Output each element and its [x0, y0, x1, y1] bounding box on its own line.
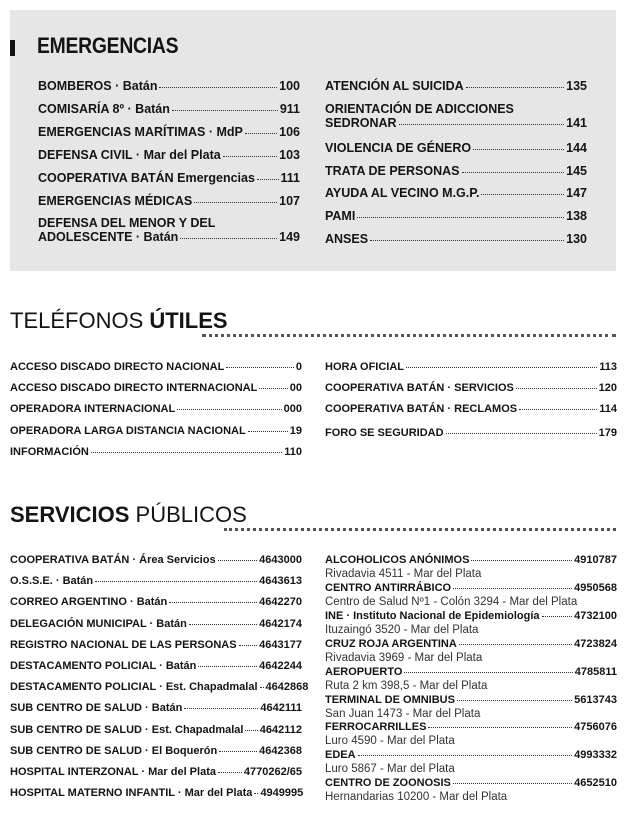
entry-label: EMERGENCIAS MÉDICAS — [38, 194, 193, 208]
dot-leader — [473, 149, 564, 150]
dot-leader — [257, 179, 279, 180]
phone-number: 107 — [279, 194, 300, 208]
entry-label: TERMINAL DE OMNIBUS — [325, 693, 455, 706]
dot-leader — [466, 87, 564, 88]
dot-leader — [177, 409, 281, 410]
phone-number: 4642174 — [259, 617, 302, 630]
dot-leader — [254, 793, 258, 794]
directory-entry — [10, 639, 302, 651]
directory-entry — [10, 681, 309, 694]
dot-leader — [358, 755, 573, 756]
entry-label: SUB CENTRO DE SALUD · El Boquerón — [10, 744, 218, 757]
telefonos-title-bold: ÚTILES — [149, 308, 228, 333]
servicios-title-bold: SERVICIOS — [10, 502, 136, 527]
entry-label: ANSES — [325, 232, 369, 246]
entry-label: SUB CENTRO DE SALUD · Batán — [10, 702, 183, 715]
dot-leader — [446, 433, 597, 434]
dot-leader — [219, 751, 257, 752]
dot-leader — [399, 124, 565, 125]
dot-leader — [357, 217, 564, 218]
directory-entry — [325, 141, 587, 155]
phone-number: 138 — [566, 209, 587, 223]
entry-label-continued: SEDRONAR — [325, 116, 397, 130]
entry-address: Rivadavia 3969 - Mar del Plata — [325, 651, 483, 664]
directory-entry — [10, 745, 302, 757]
phone-number: 4643613 — [259, 575, 302, 588]
dot-leader — [245, 730, 257, 731]
dot-leader — [248, 431, 288, 432]
directory-entry — [325, 777, 617, 789]
dot-leader — [459, 644, 572, 645]
entry-label: BOMBEROS · Batán — [38, 79, 158, 93]
telefonos-title-light: TELÉFONOS — [10, 308, 150, 333]
dot-leader — [406, 367, 597, 368]
phone-number: 145 — [566, 164, 587, 178]
dot-leader — [180, 238, 277, 239]
dot-leader — [428, 727, 572, 728]
directory-entry — [325, 638, 617, 650]
directory-entry — [325, 164, 587, 178]
directory-entry — [325, 102, 587, 130]
entry-address: Rivadavia 4511 - Mar del Plata — [325, 568, 482, 580]
dot-leader — [198, 666, 257, 667]
entry-address: Luro 4590 - Mar del Plata — [325, 735, 455, 748]
directory-entry — [38, 125, 300, 139]
dot-leader — [404, 672, 572, 673]
phone-number: 110 — [284, 446, 302, 458]
entry-label: SUB CENTRO DE SALUD · Est. Chapadmalal — [10, 723, 244, 736]
dot-leader — [169, 602, 257, 603]
dot-leader — [481, 194, 564, 195]
directory-entry — [325, 749, 617, 761]
dot-leader — [189, 624, 257, 625]
phone-number: 114 — [599, 403, 617, 415]
phone-number: 4643000 — [259, 554, 302, 566]
entry-label: AEROPUERTO — [325, 665, 403, 678]
dot-leader — [172, 110, 278, 111]
phone-number: 141 — [566, 116, 587, 130]
phone-number: 120 — [598, 382, 617, 394]
dot-leader — [462, 172, 565, 173]
directory-entry — [10, 596, 302, 608]
entry-label-continued: ADOLESCENTE · Batán — [38, 230, 179, 244]
directory-entry — [10, 575, 302, 587]
dot-leader — [453, 783, 572, 784]
entry-label: REGISTRO NACIONAL DE LAS PERSONAS — [10, 638, 237, 651]
directory-entry — [325, 209, 587, 223]
phone-number: 4770262/65 — [243, 766, 302, 778]
entry-label: FORO SE SEGURIDAD — [325, 427, 444, 439]
directory-entry — [10, 702, 302, 714]
phone-number: 4732100 — [574, 609, 617, 622]
directory-entry — [325, 610, 617, 622]
phone-number: 4642368 — [259, 744, 302, 757]
directory-entry — [325, 554, 617, 566]
dot-leader — [194, 202, 277, 203]
phone-number: 106 — [279, 125, 300, 139]
entry-address: San Juan 1473 - Mar del Plata — [325, 707, 481, 720]
phone-number: 4642111 — [260, 702, 302, 715]
entry-label: OPERADORA LARGA DISTANCIA NACIONAL — [10, 425, 246, 437]
phone-number: 4756076 — [574, 721, 617, 734]
dot-leader — [218, 772, 242, 773]
phone-number: 100 — [279, 79, 300, 93]
directory-entry — [10, 425, 302, 437]
dot-leader — [218, 560, 258, 561]
entry-address: Hernandarias 10200 - Mar del Plata — [325, 791, 508, 804]
entry-address: Centro de Salud Nº1 - Colón 3294 - Mar del Plata — [325, 595, 578, 608]
phone-number: 4642244 — [259, 660, 302, 672]
dot-leader — [223, 156, 277, 157]
phone-number: 135 — [566, 79, 587, 93]
directory-entry — [38, 79, 300, 93]
phone-number: 4642112 — [259, 723, 302, 736]
dot-leader — [457, 700, 572, 701]
directory-entry — [325, 186, 587, 200]
entry-label: OPERADORA INTERNACIONAL — [10, 403, 176, 415]
directory-entry — [10, 766, 302, 778]
phone-number: 911 — [279, 102, 300, 116]
directory-entry — [325, 721, 617, 733]
directory-entry — [10, 554, 302, 566]
directory-entry — [325, 582, 617, 594]
directory-entry — [325, 232, 587, 246]
dot-leader — [184, 708, 258, 709]
dot-leader — [519, 409, 597, 410]
directory-entry — [38, 216, 300, 244]
phone-number: 144 — [566, 141, 587, 155]
entry-label: EDEA — [325, 749, 356, 762]
dot-leader — [471, 560, 572, 561]
dot-leader — [259, 388, 287, 389]
dot-leader — [245, 133, 277, 134]
entry-label: HORA OFICIAL — [325, 361, 405, 373]
entry-address: Luro 5867 - Mar del Plata — [325, 763, 455, 776]
directory-entry — [325, 403, 617, 415]
dot-leader — [91, 452, 282, 453]
phone-number: 4642270 — [259, 596, 302, 609]
directory-entry — [10, 403, 302, 415]
phone-number: 4643177 — [259, 638, 302, 651]
directory-entry — [325, 694, 617, 706]
directory-entry — [325, 79, 587, 93]
phone-number: 4910787 — [574, 554, 617, 566]
dot-leader — [95, 581, 257, 582]
section-divider — [224, 528, 616, 531]
entry-address: Ruta 2 km 398,5 - Mar del Plata — [325, 679, 488, 692]
directory-entry — [325, 382, 617, 394]
entry-label: CENTRO DE ZOONOSIS — [325, 777, 451, 790]
entry-label: CORREO ARGENTINO · Batán — [10, 596, 168, 609]
directory-entry — [10, 361, 302, 373]
entry-label: VIOLENCIA DE GÉNERO — [325, 141, 472, 155]
directory-entry — [38, 102, 300, 116]
dot-leader — [260, 687, 264, 688]
entry-label: ALCOHOLICOS ANÓNIMOS — [325, 554, 470, 566]
entry-label: ACCESO DISCADO DIRECTO NACIONAL — [10, 361, 225, 373]
directory-entry — [10, 660, 302, 672]
entry-label: O.S.S.E. · Batán — [10, 575, 94, 588]
directory-entry — [38, 194, 300, 208]
phone-number: 4723824 — [574, 637, 617, 650]
section-divider — [202, 334, 616, 337]
servicios-title — [10, 502, 247, 528]
dot-leader — [239, 645, 258, 646]
entry-label: CRUZ ROJA ARGENTINA — [325, 637, 457, 650]
phone-number: 000 — [283, 403, 302, 415]
dot-leader — [542, 616, 573, 617]
dot-leader — [516, 388, 597, 389]
dot-leader — [453, 588, 572, 589]
phone-number: 5613743 — [574, 693, 617, 706]
directory-entry — [325, 666, 617, 678]
section-marker — [10, 40, 15, 56]
entry-label: FERROCARRILLES — [325, 721, 427, 734]
phone-number: 4785811 — [574, 665, 617, 678]
directory-entry — [10, 618, 302, 630]
phone-number: 130 — [566, 232, 587, 246]
phone-number: 19 — [289, 425, 302, 437]
entry-label: COOPERATIVA BATÁN Emergencias — [38, 171, 255, 185]
phone-number: 149 — [279, 230, 300, 244]
phone-number: 111 — [280, 171, 300, 185]
directory-entry — [10, 787, 302, 799]
entry-label: INFORMACIÓN — [10, 446, 89, 458]
entry-label: COOPERATIVA BATÁN · RECLAMOS — [325, 403, 518, 415]
directory-entry — [10, 382, 302, 394]
directory-entry — [10, 724, 302, 736]
entry-label: COMISARÍA 8º · Batán — [38, 102, 170, 116]
entry-label: DEFENSA DEL MENOR Y DEL — [38, 216, 216, 230]
dot-leader — [370, 240, 564, 241]
entry-label: ORIENTACIÓN DE ADICCIONES — [325, 102, 514, 116]
dot-leader — [226, 367, 294, 368]
phone-number: 0 — [295, 361, 302, 373]
directory-entry — [38, 171, 300, 185]
phone-number: 179 — [598, 427, 617, 439]
entry-label: EMERGENCIAS MARÍTIMAS · MdP — [38, 125, 243, 139]
entry-label: INE · Instituto Nacional de Epidemiología — [325, 609, 540, 622]
phone-number: 4993332 — [574, 749, 617, 762]
entry-label: DEFENSA CIVIL · Mar del Plata — [38, 148, 221, 162]
entry-label: ACCESO DISCADO DIRECTO INTERNACIONAL — [10, 382, 258, 394]
directory-entry — [38, 148, 300, 162]
phone-number: 4652510 — [574, 777, 617, 790]
entry-label: TRATA DE PERSONAS — [325, 164, 460, 178]
phone-number: 4950568 — [574, 581, 617, 594]
dot-leader — [159, 87, 277, 88]
entry-label: CENTRO ANTIRRÁBICO — [325, 581, 452, 594]
entry-label: HOSPITAL INTERZONAL · Mar del Plata — [10, 766, 216, 778]
phone-number: 113 — [599, 361, 617, 373]
entry-label: ATENCIÓN AL SUICIDA — [325, 79, 464, 93]
entry-address: Ituzaingó 3520 - Mar del Plata — [325, 623, 479, 636]
entry-label: AYUDA AL VECINO M.G.P. — [325, 186, 480, 200]
directory-entry — [10, 446, 302, 458]
entry-label: HOSPITAL MATERNO INFANTIL · Mar del Plata — [10, 787, 253, 800]
entry-label: DESTACAMENTO POLICIAL · Batán — [10, 660, 197, 672]
servicios-title-light: PÚBLICOS — [135, 502, 247, 527]
entry-label: COOPERATIVA BATÁN · SERVICIOS — [325, 382, 514, 394]
phone-number: 147 — [566, 186, 587, 200]
phone-number: 103 — [279, 148, 300, 162]
entry-label: COOPERATIVA BATÁN · Área Servicios — [10, 554, 216, 566]
entry-label: DELEGACIÓN MUNICIPAL · Batán — [10, 617, 187, 630]
directory-entry — [325, 361, 617, 373]
entry-label: PAMI — [325, 209, 356, 223]
phone-number: 4949995 — [260, 787, 304, 800]
entry-label: DESTACAMENTO POLICIAL · Est. Chapadmalal — [10, 681, 258, 694]
phone-number: 00 — [289, 382, 302, 394]
telefonos-title — [10, 308, 228, 334]
phone-number: 4642868 — [265, 681, 309, 694]
emergencias-title: EMERGENCIAS — [37, 33, 179, 58]
directory-entry — [325, 427, 617, 439]
